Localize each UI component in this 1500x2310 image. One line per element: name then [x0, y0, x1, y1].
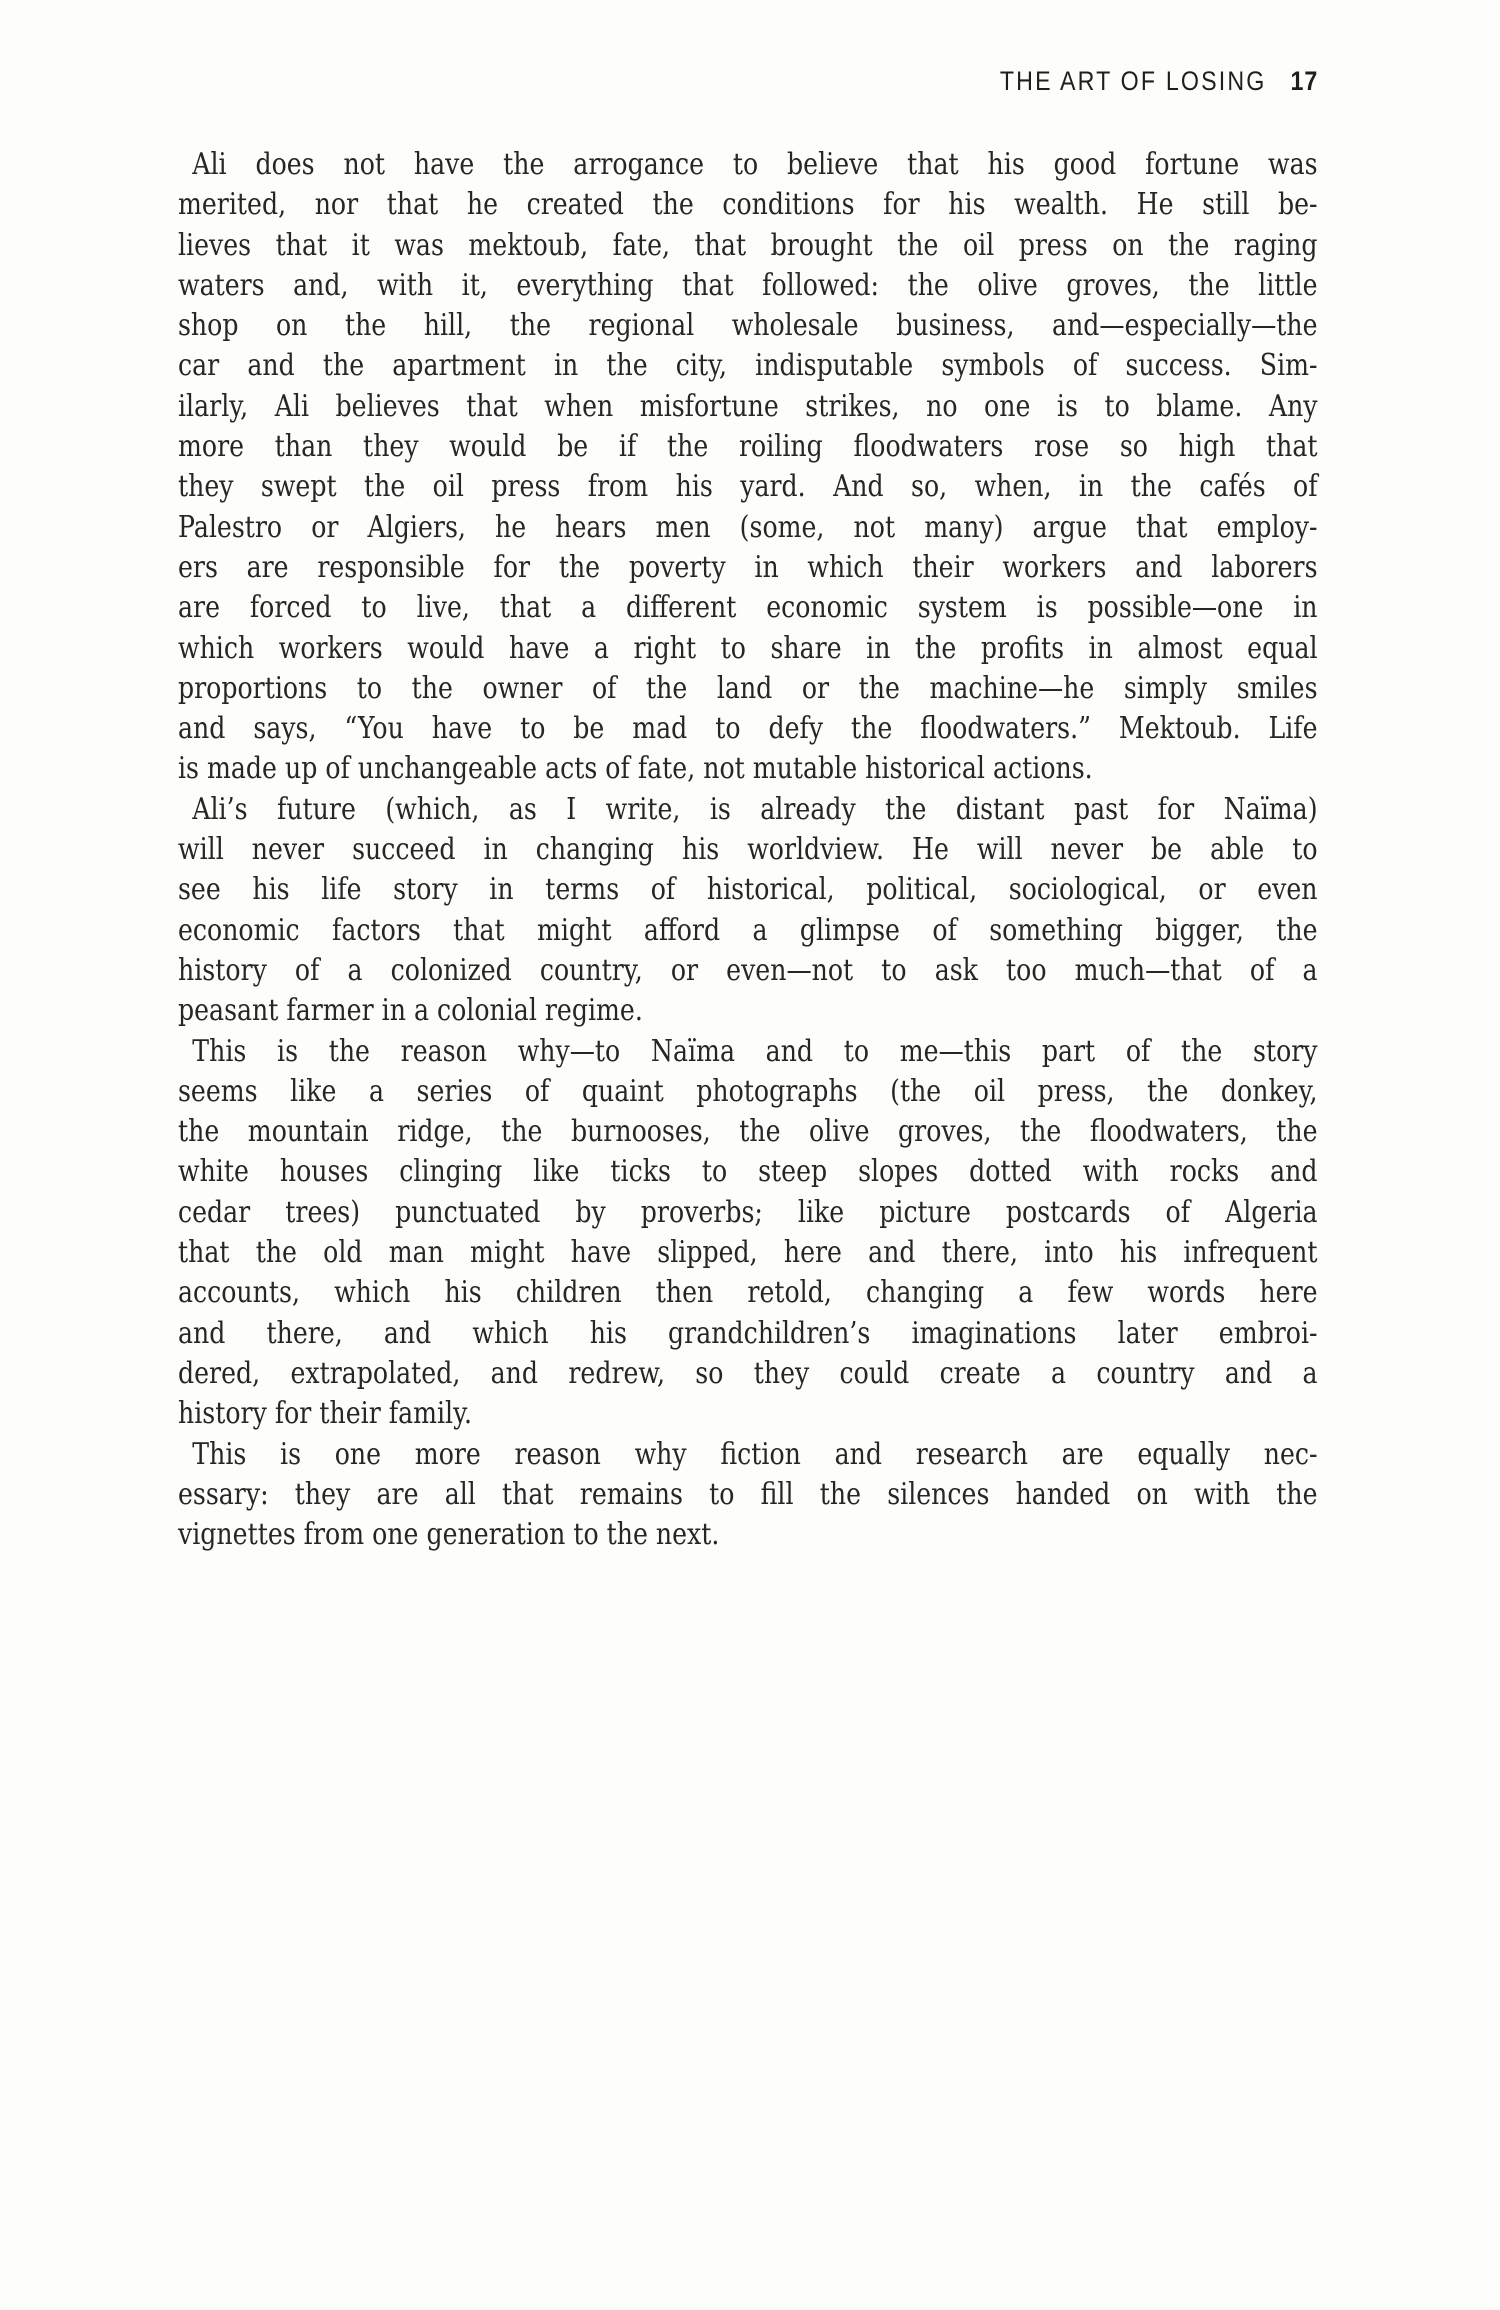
text-line: This is one more reason why fiction and research are equally nec-: [192, 1436, 1318, 1472]
text-line: see his life story in terms of historical, political, sociological, or even: [178, 872, 1318, 908]
paragraph: [178, 1032, 1318, 1435]
text-line: economic factors that might afford a glimpse of something bigger, the: [178, 912, 1318, 948]
paragraph: [178, 790, 1318, 1032]
text-line: peasant farmer in a colonial regime.: [178, 993, 643, 1029]
text-line: they swept the oil press from his yard. And so, when, in the cafés of: [178, 469, 1318, 505]
page-number: 17: [1290, 66, 1318, 96]
text-line: This is the reason why—to Naïma and to me—this part of the story: [192, 1033, 1318, 1069]
text-line: cedar trees) punctuated by proverbs; like picture postcards of Algeria: [178, 1194, 1318, 1230]
text-line: white houses clinging like ticks to steep slopes dotted with rocks and: [178, 1154, 1318, 1190]
text-line: Palestro or Algiers, he hears men (some, not many) argue that employ-: [178, 509, 1318, 545]
text-line: history of a colonized country, or even—not to ask too much—that of a: [178, 952, 1318, 988]
text-line: more than they would be if the roiling floodwaters rose so high that: [178, 429, 1318, 465]
text-line: proportions to the owner of the land or the machine—he simply smiles: [178, 670, 1318, 706]
paragraph: [178, 145, 1318, 790]
text-line: merited, nor that he created the conditions for his wealth. He still be-: [178, 187, 1318, 223]
text-line: is made up of unchangeable acts of fate, not mutable historical actions.: [178, 751, 1093, 787]
text-line: Ali’s future (which, as I write, is already the distant past for Naïma): [192, 791, 1318, 827]
text-line: waters and, with it, everything that followed: the olive groves, the little: [178, 267, 1318, 303]
text-line: Ali does not have the arrogance to believe that his good fortune was: [192, 147, 1318, 182]
text-line: and says, “You have to be mad to defy the floodwaters.” Mektoub. Life: [178, 711, 1318, 747]
running-head: [1000, 66, 1318, 97]
text-line: the mountain ridge, the burnooses, the olive groves, the floodwaters, the: [178, 1114, 1318, 1150]
text-line: are forced to live, that a different economic system is possible—one in: [178, 590, 1318, 626]
text-line: ers are responsible for the poverty in which their workers and laborers: [178, 549, 1318, 585]
text-line: seems like a series of quaint photographs (the oil press, the donkey,: [178, 1073, 1318, 1109]
body-text: [178, 145, 1318, 1555]
text-line: lieves that it was mektoub, fate, that brought the oil press on the raging: [178, 227, 1318, 263]
text-line: essary: they are all that remains to fill the silences handed on with the: [178, 1476, 1318, 1512]
text-line: which workers would have a right to share in the profits in almost equal: [178, 630, 1318, 666]
text-line: ilarly, Ali believes that when misfortune strikes, no one is to blame. Any: [178, 388, 1318, 424]
text-line: and there, and which his grandchildren’s imaginations later embroi-: [178, 1315, 1318, 1351]
text-line: vignettes from one generation to the next.: [178, 1517, 720, 1553]
text-line: history for their family.: [178, 1396, 473, 1432]
text-line: will never succeed in changing his worldview. He will never be able to: [178, 832, 1318, 868]
text-line: that the old man might have slipped, here and there, into his infrequent: [178, 1235, 1318, 1271]
text-line: accounts, which his children then retold, changing a few words here: [178, 1275, 1318, 1311]
text-line: car and the apartment in the city, indisputable symbols of success. Sim-: [178, 348, 1318, 384]
paragraph: [178, 1435, 1318, 1556]
text-line: shop on the hill, the regional wholesale business, and—especially—the: [178, 308, 1318, 344]
running-title: THE ART OF LOSING: [999, 66, 1267, 96]
text-line: dered, extrapolated, and redrew, so they could create a country and a: [178, 1355, 1318, 1391]
